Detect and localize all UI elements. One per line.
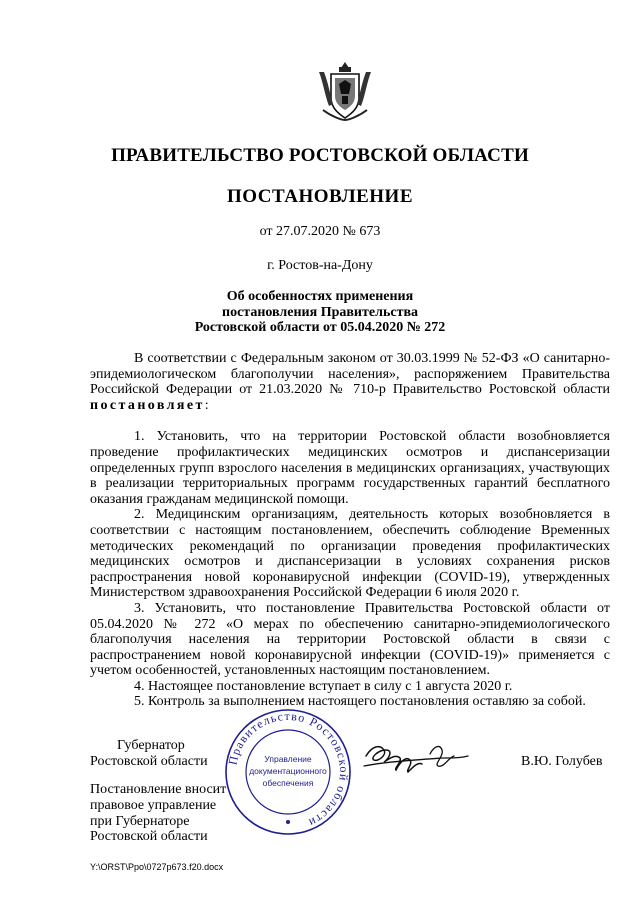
stamp-ring-text: Правительство Ростовской области xyxy=(225,708,352,831)
handwritten-signature-icon xyxy=(360,736,476,780)
list-item: 5. Контроль за выполнением настоящего постановления оставляю за собой. xyxy=(134,694,586,710)
list-item: 1. Установить, что на территории Ростовской области возобновляется проведение профилактических медицинских осмотров и диспансеризации определенных групп взрослого населения в медицинских организациях, участвующих в реализации территориальных программ государственных гарантий бесплатного оказания гражданам медицинской помощи. xyxy=(90,429,610,507)
signatory-title-line: Губернатор xyxy=(117,738,185,753)
stamp-inner-line: Управление xyxy=(264,754,312,764)
preamble xyxy=(90,351,610,413)
document-subject xyxy=(60,289,580,336)
subject-line: Об особенностях применения xyxy=(226,289,414,304)
government-name: ПРАВИТЕЛЬСТВО РОСТОВСКОЙ ОБЛАСТИ xyxy=(111,145,529,166)
list-item: 4. Настоящее постановление вступает в силу с 1 августа 2020 г. xyxy=(134,678,513,694)
introduced-by-line: правовое управление xyxy=(90,797,217,813)
signatory-title xyxy=(90,738,208,770)
coat-of-arms-icon xyxy=(315,58,375,124)
stamp-inner-line: обеспечения xyxy=(262,778,314,788)
preamble-colon: : xyxy=(204,397,209,413)
signatory-title-line: Ростовской области xyxy=(90,753,208,769)
list-item: 2. Медицинским организациям, деятельность которых возобновляется в соответствии с настоящим постановлением, обеспечить соблюдение Временных методических рекомендаций по организации проведения профилактических медицинских осмотров и диспансеризации в условиях сохранения рисков распространения новой коронавирусной инфекции (COVID-19), утвержденных Министерством здравоохранения Российской Федерации 6 июля 2020 г. xyxy=(90,507,610,601)
subject-line: Ростовской области от 05.04.2020 № 272 xyxy=(194,320,446,335)
introduced-by-line: Постановление вносит xyxy=(90,782,227,797)
document-body xyxy=(90,351,610,710)
date-number: от 27.07.2020 № 673 xyxy=(259,224,381,239)
subject-line: постановления Правительства xyxy=(222,304,418,320)
stamp-inner-line: документационного xyxy=(249,766,327,776)
official-stamp xyxy=(222,706,354,838)
document-type: ПОСТАНОВЛЕНИЕ xyxy=(226,186,414,207)
signatory-name: В.Ю. Голубев xyxy=(521,754,603,769)
file-path: Y:\ORST\Ppo\0727p673.f20.docx xyxy=(90,862,224,872)
decree-word: постановляет xyxy=(90,397,205,413)
introduced-by-line: Ростовской области xyxy=(90,829,208,845)
city: г. Ростов-на-Дону xyxy=(267,258,373,273)
preamble-text: В соответствии с Федеральным законом от 30.03.1999 № 52-ФЗ «О санитарно-эпидемиологическом благополучии населения», распоряжением Правительства Российской Федерации от 21.03.2020 № 710-р Правительство Ростовской области xyxy=(90,351,610,398)
introduced-by-line: при Губернаторе xyxy=(90,813,190,829)
list-item: 3. Установить, что постановление Правительства Ростовской области от 05.04.2020 № 272 «О мерах по обеспечению санитарно-эпидемиологического благополучия населения на территории Ростовской области в связи с распространением новой коронавирусной инфекции (COVID-19)» применяется с учетом особенностей, установленных настоящим постановлением. xyxy=(90,600,610,679)
introduced-by xyxy=(90,782,226,845)
